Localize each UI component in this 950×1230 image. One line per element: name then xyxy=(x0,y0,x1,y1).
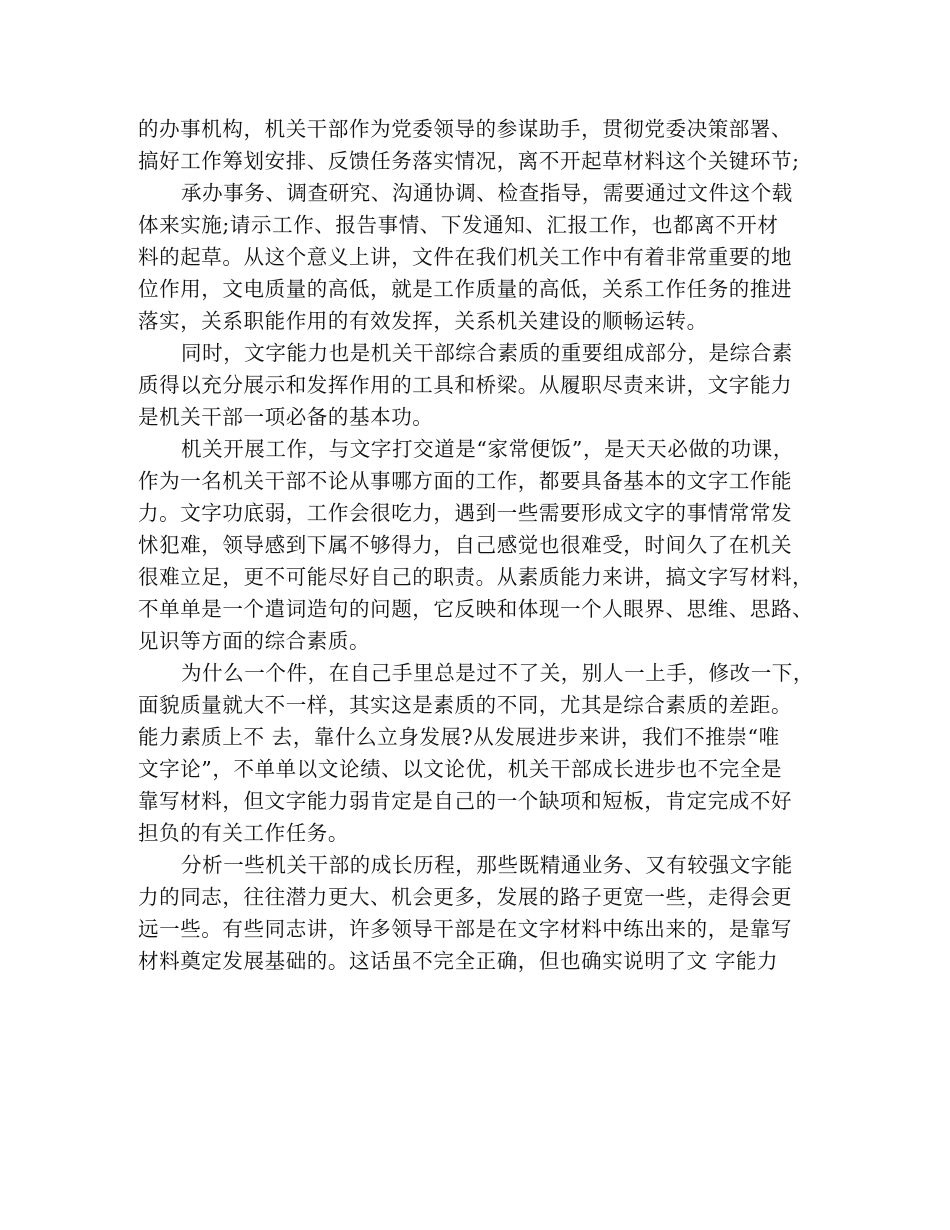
text-line: 力的同志，往往潜力更大、机会更多，发展的路子更宽一些，走得会更 xyxy=(138,885,793,909)
text-line: 力。文字功底弱，工作会很吃力，遇到一些需要形成文字的事情常常发 xyxy=(138,501,793,525)
text-line: 很难立足，更不可能尽好自己的职责。从素质能力来讲，搞文字写材料， xyxy=(138,565,814,589)
text-line: 的办事机构，机关干部作为党委领导的参谋助手，贯彻党委决策部署、 xyxy=(138,117,793,141)
text-line: 面貌质量就大不一样，其实这是素质的不同，尤其是综合素质的差距。 xyxy=(138,693,793,717)
text-line: 远一些。有些同志讲，许多领导干部是在文字材料中练出来的，是靠写 xyxy=(138,917,793,941)
text-line: 不单单是一个遣词造句的问题，它反映和体现一个人眼界、思维、思路、 xyxy=(138,597,814,621)
text-line: 材料奠定发展基础的。这话虽不完全正确，但也确实说明了文 字能力 xyxy=(138,949,779,973)
text-line: 料的起草。从这个意义上讲，文件在我们机关工作中有着非常重要的地 xyxy=(138,245,793,269)
text-line: 是机关干部一项必备的基本功。 xyxy=(138,405,434,429)
text-line: 文字论”，不单单以文论绩、以文论优，机关干部成长进步也不完全是 xyxy=(138,757,783,781)
text-line: 担负的有关工作任务。 xyxy=(138,821,349,845)
text-line: 体来实施;请示工作、报告事情、下发通知、汇报工作，也都离不开材 xyxy=(138,213,779,237)
text-line: 能力素质上不 去，靠什么立身发展?从发展进步来讲，我们不推崇“唯 xyxy=(138,725,780,749)
text-line: 靠写材料，但文字能力弱肯定是自己的一个缺项和短板，肯定完成不好 xyxy=(138,789,793,813)
text-line: 落实，关系职能作用的有效发挥，关系机关建设的顺畅运转。 xyxy=(138,309,708,333)
paragraph-first-line: 机关开展工作，与文字打交道是“家常便饭”，是天天必做的功课， xyxy=(181,437,794,461)
text-line: 作为一名机关干部不论从事哪方面的工作，都要具备基本的文字工作能 xyxy=(138,469,793,493)
text-line: 见识等方面的综合素质。 xyxy=(138,629,371,653)
paragraph-first-line: 为什么一个件，在自己手里总是过不了关，别人一上手，修改一下， xyxy=(181,661,814,685)
paragraph-first-line: 分析一些机关干部的成长历程，那些既精通业务、又有较强文字能 xyxy=(181,853,793,877)
paragraph-first-line: 承办事务、调查研究、沟通协调、检查指导，需要通过文件这个载 xyxy=(181,181,793,205)
document-body xyxy=(138,113,828,977)
paragraph-first-line: 同时，文字能力也是机关干部综合素质的重要组成部分，是综合素 xyxy=(181,341,793,365)
text-line: 位作用，文电质量的高低，就是工作质量的高低，关系工作任务的推进 xyxy=(138,277,793,301)
text-line: 质得以充分展示和发挥作用的工具和桥梁。从履职尽责来讲，文字能力 xyxy=(138,373,793,397)
text-line: 搞好工作筹划安排、反馈任务落实情况，离不开起草材料这个关键环节; xyxy=(138,149,800,173)
text-line: 怵犯难，领导感到下属不够得力，自己感觉也很难受，时间久了在机关 xyxy=(138,533,793,557)
